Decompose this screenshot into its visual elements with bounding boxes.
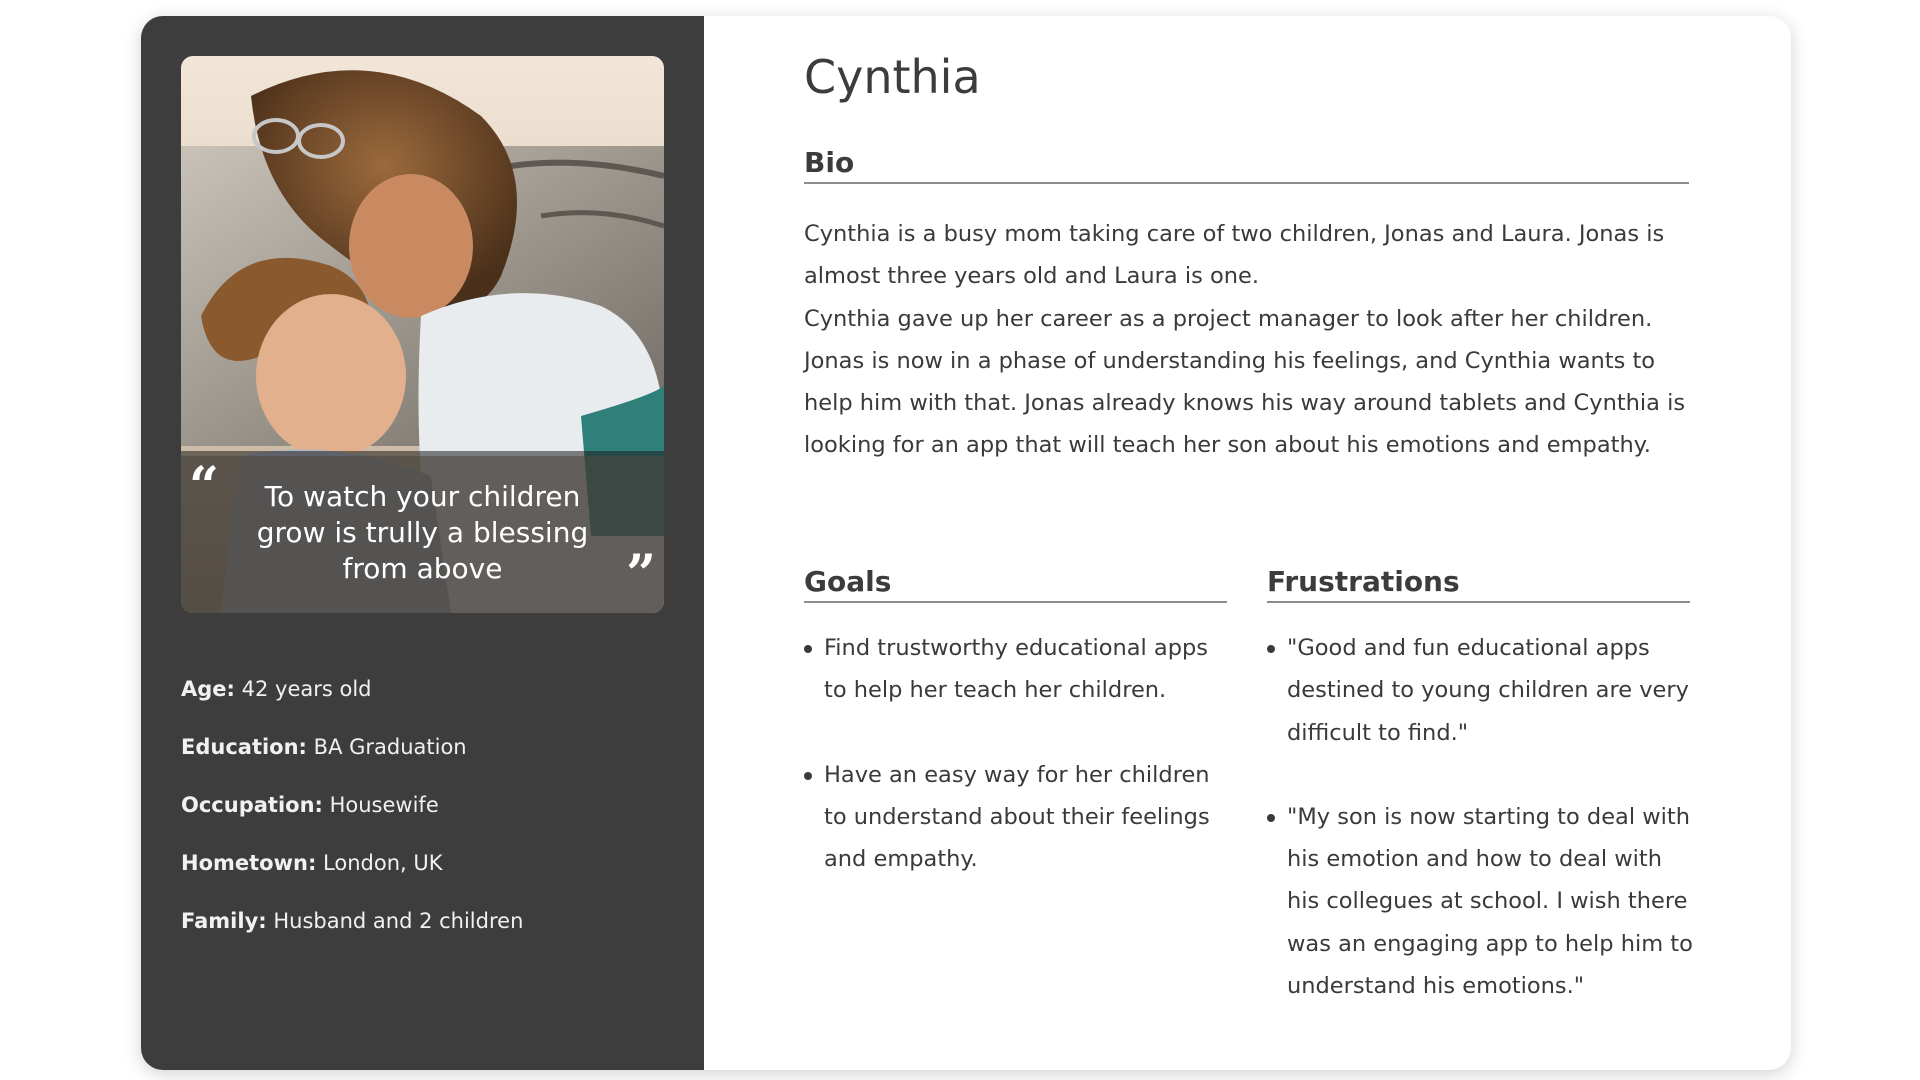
fact-hometown [181, 850, 523, 876]
persona-facts [181, 676, 523, 966]
persona-details [704, 16, 1791, 1070]
fact-label: Occupation: [181, 793, 323, 817]
frustrations-heading: Frustrations [1267, 565, 1690, 603]
goals-list [804, 627, 1234, 922]
fact-label: Hometown: [181, 851, 317, 875]
fact-label: Education: [181, 735, 307, 759]
fact-value: 42 years old [241, 677, 372, 701]
goals-heading: Goals [804, 565, 1227, 603]
fact-value: BA Graduation [313, 735, 467, 759]
fact-family [181, 908, 523, 934]
list-item: "Good and fun educational apps destined to young children are very difficult to find." [1267, 627, 1697, 754]
open-quote-icon: “ [189, 456, 219, 517]
list-item: Find trustworthy educational apps to help her teach her children. [804, 627, 1234, 712]
bio-heading: Bio [804, 146, 1689, 184]
fact-value: Husband and 2 children [273, 909, 524, 933]
list-item: "My son is now starting to deal with his emotion and how to deal with his collegues at school. I wish there was an engaging app to help him to understand his emotions." [1267, 796, 1697, 1007]
persona-name: Cynthia [804, 50, 981, 104]
persona-photo [181, 56, 664, 613]
bio-paragraph: Cynthia is a busy mom taking care of two children, Jonas and Laura. Jonas is almost three years old and Laura is one. [804, 221, 1665, 290]
persona-quote [181, 451, 664, 613]
fact-label: Family: [181, 909, 267, 933]
persona-sidebar [141, 16, 704, 1070]
fact-occupation [181, 792, 523, 818]
quote-text: To watch your children grow is trully a blessing from above [256, 480, 589, 585]
fact-value: Housewife [329, 793, 439, 817]
fact-label: Age: [181, 677, 235, 701]
fact-value: London, UK [323, 851, 443, 875]
fact-education [181, 734, 523, 760]
persona-card [141, 16, 1791, 1070]
list-item: Have an easy way for her children to understand about their feelings and empathy. [804, 754, 1234, 881]
bio-text [804, 213, 1699, 467]
frustrations-list [1267, 627, 1697, 1049]
fact-age [181, 676, 523, 702]
bio-paragraph: Cynthia gave up her career as a project manager to look after her children. Jonas is now in a phase of understanding his feelings, and Cynthia wants to help him with that. Jonas already knows his way around tablets and Cynthia is looking for an app that will teach her son about his emotions and empathy. [804, 305, 1686, 459]
close-quote-icon: ” [626, 544, 656, 605]
